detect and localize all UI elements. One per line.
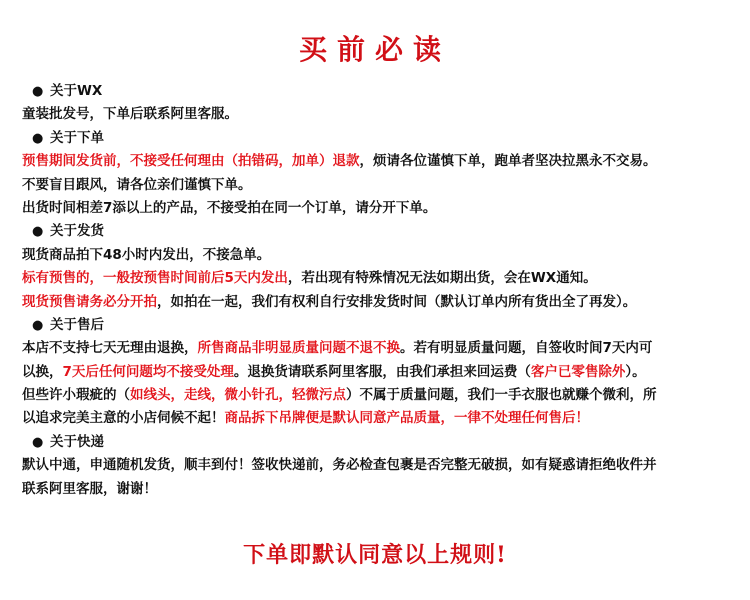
text: 出货时间相差7添以上的产品，不接受拍在同一个订单，请分开下单。 xyxy=(22,199,437,216)
paragraph-line xyxy=(22,407,734,430)
text: 不要盲目跟风，请各位亲们谨慎下单。 xyxy=(22,176,252,193)
section-heading-aftersale xyxy=(22,314,734,337)
text: ，如拍在一起，我们有权利自行安排发货时间（默认订单内所有货出全了再发）。 xyxy=(157,293,637,310)
heading-text: 关于WX xyxy=(50,83,103,99)
bullet-icon: ● xyxy=(32,130,44,146)
highlight-text: 客户已零售除外 xyxy=(530,363,626,380)
text: 童装批发号，下单后联系阿里客服。 xyxy=(22,106,238,123)
heading-text: 关于发货 xyxy=(50,223,104,240)
paragraph-line xyxy=(22,150,734,173)
bullet-icon: ● xyxy=(32,84,44,99)
heading-text: 关于快递 xyxy=(50,433,104,450)
heading-text: 关于售后 xyxy=(50,316,104,333)
notice-body xyxy=(22,80,734,501)
paragraph-line xyxy=(22,384,734,407)
text: 以换， xyxy=(22,363,63,380)
section-heading-order xyxy=(22,127,734,150)
paragraph-line xyxy=(22,197,734,220)
paragraph-line xyxy=(22,454,734,477)
heading-text: 关于下单 xyxy=(50,129,104,146)
highlight-text: 商品拆下吊牌便是默认同意产品质量，一律不处理任何售后！ xyxy=(224,410,589,427)
paragraph-line xyxy=(22,478,734,501)
text: 默认中通，申通随机发货，顺丰到付！签收快递前，务必检查包裹是否完整无破损，如有疑惑请拒绝收件并 xyxy=(22,457,657,474)
text: 。退换货请联系阿里客服，由我们承担来回运费（ xyxy=(233,363,531,380)
text: 联系阿里客服，谢谢！ xyxy=(22,480,157,497)
bullet-icon: ● xyxy=(32,317,44,333)
highlight-text: 如线头，走线，微小针孔，轻微污点 xyxy=(130,387,346,404)
paragraph-line xyxy=(22,174,734,197)
highlight-text: 现货预售请务必分开拍 xyxy=(22,293,157,310)
text: ，烦请各位谨慎下单，跑单者坚决拉黑永不交易。 xyxy=(359,153,657,170)
paragraph-line xyxy=(22,103,734,126)
footer-notice: 下单即默认同意以上规则! xyxy=(243,542,507,568)
section-heading-express xyxy=(22,431,734,454)
section-heading-shipping xyxy=(22,220,734,243)
paragraph-line xyxy=(22,337,734,360)
text: ，若出现有特殊情况无法如期出货，会在WX通知。 xyxy=(287,270,597,287)
page-title: 买前必读 xyxy=(298,33,451,66)
paragraph-line xyxy=(22,267,734,290)
text: ）不属于质量问题，我们一手衣服也就赚个微利，所 xyxy=(346,387,657,404)
text: 以追求完美主意的小店伺候不起！ xyxy=(22,410,225,427)
text: 但些许小瑕疵的（ xyxy=(22,387,130,404)
highlight-text: 预售期间发货前，不接受任何理由（拍错码，加单）退款 xyxy=(22,153,360,170)
bullet-icon: ● xyxy=(32,434,44,450)
paragraph-line xyxy=(22,291,734,314)
text: 。若有明显质量问题，自签收时间7天内可 xyxy=(400,340,653,357)
text: 现货商品拍下48小时内发出，不接急单。 xyxy=(22,246,271,263)
text: ）。 xyxy=(625,363,646,380)
text: 本店不支持七天无理由退换， xyxy=(22,340,198,357)
bullet-icon: ● xyxy=(32,224,44,240)
paragraph-line xyxy=(22,244,734,267)
section-heading-wx xyxy=(22,80,734,103)
highlight-text: 所售商品非明显质量问题不退不换 xyxy=(197,340,400,357)
paragraph-line xyxy=(22,361,734,384)
highlight-text: 7天后任何问题均不接受处理 xyxy=(62,363,234,380)
highlight-text: 标有预售的，一般按预售时间前后5天内发出 xyxy=(22,270,288,287)
